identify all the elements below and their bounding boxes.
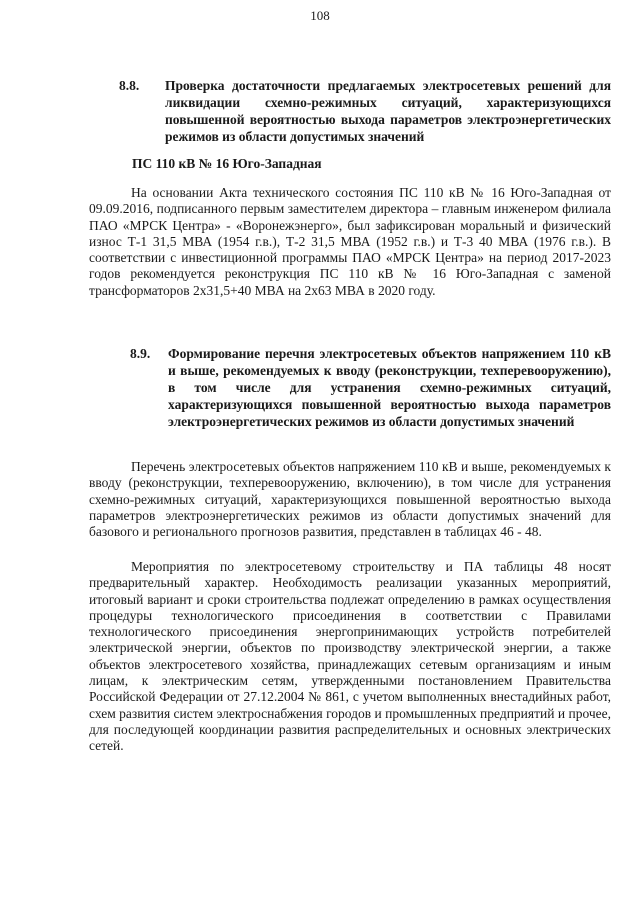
section-title: Формирование перечня электросетевых объектов напряжением 110 кВ и выше, рекомендуемых к вводу (реконструкции, техперевооружению), в том числе для устранения схемно-режимных ситуаций, характеризующихся повышенной вероятностью выхода параметров электроэнергетических режимов из области допустимых значений — [168, 346, 611, 429]
paragraph-substation: На основании Акта технического состояния ПС 110 кВ № 16 Юго-Западная от 09.09.2016, подписанного первым заместителем директора – главным инженером филиала ПАО «МРСК Центра» - «Воронежэнерго», был зафиксирован моральный и физический износ Т-1 31,5 МВА (1954 г.в.), Т-2 31,5 МВА (1952 г.в.) и Т-3 40 МВА (1976 г.в.). В соответствии с инвестиционной программы ПАО «МРСК Центра» на период 2017-2023 годов рекомендуется реконструкция ПС 110 кВ № 16 Юго-Западная с заменой трансформаторов 2х31,5+40 МВА на 2х63 МВА в 2020 году. — [89, 185, 611, 298]
substation-heading: ПС 110 кВ № 16 Юго-Западная — [132, 156, 322, 171]
paragraph-measures: Мероприятия по электросетевому строительству и ПА таблицы 48 носят предварительный характер. Необходимость реализации указанных мероприятий, итоговый вариант и сроки строительства подлежат определению в рамках осуществления процедуры технологического присоединения в соответствии с Правилами технологического присоединения энергопринимающих устройств потребителей электрической энергии, объектов по производству электрической энергии, а также объектов электросетевого хозяйства, принадлежащих сетевым организациям и иным лицам, к электрическим сетям, утвержденными постановлением Правительства Российской Федерации от 27.12.2004 № 861, с учетом выполненных внестадийных работ, схем развития систем электроснабжения городов и промышленных предприятий и прочее, для последующей координации развития распределительных и основных электрических сетей. — [89, 559, 611, 754]
section-title: Проверка достаточности предлагаемых электросетевых решений для ликвидации схемно-режимных ситуаций, характеризующихся повышенной вероятностью выхода параметров электроэнергетических режимов из области допустимых значений — [165, 78, 611, 144]
section-8-9-heading — [130, 345, 611, 430]
section-8-8-heading — [119, 77, 611, 145]
paragraph-list: Перечень электросетевых объектов напряжением 110 кВ и выше, рекомендуемых к вводу (реконструкции, техперевооружению, включению), в том числе для устранения схемно-режимных ситуаций, характеризующихся повышенной вероятностью выхода параметров электроэнергетических режимов из области допустимых значений для базового и регионального прогнозов развития, представлен в таблицах 46 - 48. — [89, 459, 611, 540]
page-number: 108 — [310, 8, 330, 23]
section-number: 8.9. — [130, 346, 151, 361]
section-number: 8.8. — [119, 78, 140, 93]
